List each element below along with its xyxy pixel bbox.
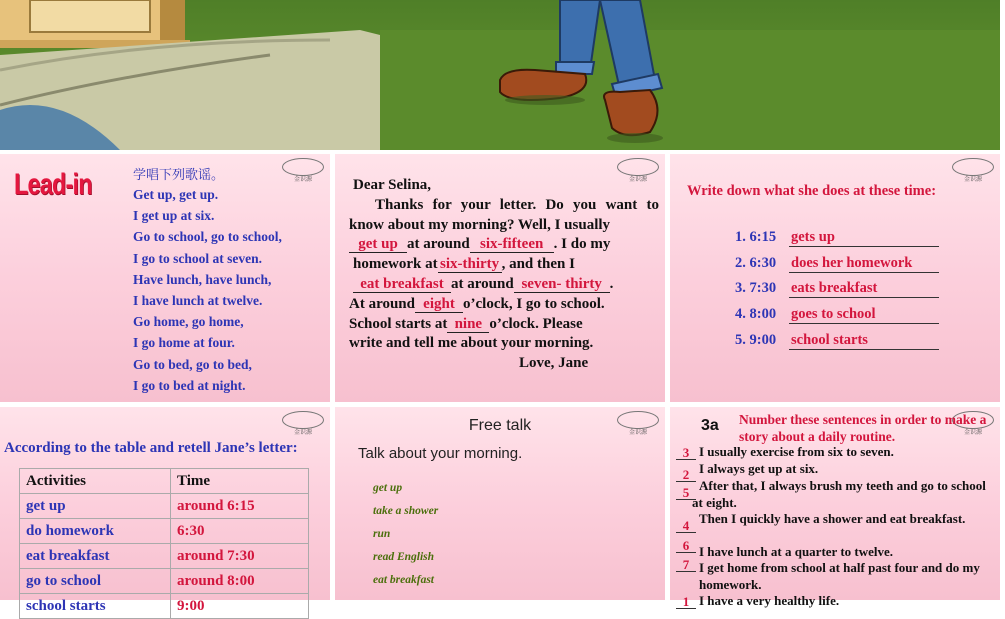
logo: 金识源: [282, 158, 324, 184]
slide-write-down: [670, 154, 1000, 402]
letter-line: At around eight o’clock, I go to school.: [349, 295, 605, 312]
slide-retell: [0, 407, 330, 614]
answer-row: 3. 7:30 eats breakfast: [735, 280, 939, 298]
exercise-label: 3a: [701, 417, 719, 434]
song-line: Go to school, go to school,: [133, 229, 282, 245]
lead-in-heading: Lead-in: [14, 168, 92, 201]
letter-line: Thanks for your letter. Do you want to know about my morning? Well, I usually: [349, 196, 659, 233]
song-line: Get up, get up.: [133, 187, 219, 202]
answer-blank: gets up: [789, 229, 939, 247]
answer-blank: eat breakfast: [353, 277, 451, 293]
table-row: [20, 569, 309, 594]
answer-blank: does her homework: [789, 255, 939, 273]
retell-title: According to the table and retell Jane’s letter:: [4, 440, 298, 456]
phrase-item: get up: [373, 482, 403, 494]
order-number: 2: [676, 469, 696, 482]
answer-blank: school starts: [789, 332, 939, 350]
sentence: I have a very healthy life.: [699, 593, 840, 608]
letter-closing: Love, Jane: [519, 355, 589, 372]
answer-blank: six-fifteen: [470, 237, 554, 253]
logo: 金识源: [617, 411, 659, 437]
order-number: 7: [676, 559, 696, 572]
time-cell: around 7:30: [171, 544, 309, 569]
activity-cell: eat breakfast: [20, 544, 171, 569]
song-line: Go to bed, go to bed,: [133, 356, 252, 372]
song-line: I go home at four.: [133, 335, 235, 351]
table-row: [20, 519, 309, 544]
answer-row: 5. 9:00 school starts: [735, 332, 939, 350]
order-number: 3: [676, 447, 696, 460]
logo: 金识源: [617, 158, 659, 184]
table-row: [20, 494, 309, 519]
cartoon-scene: [0, 0, 1000, 150]
letter-line: School starts at nine o’clock. Please: [349, 315, 583, 332]
logo: 金识源: [952, 158, 994, 184]
table-header: Time: [171, 469, 309, 494]
answer-blank: eight: [415, 297, 463, 313]
answer-row: 2. 6:30 does her homework: [735, 255, 939, 273]
letter-line: get up at around six-fifteen . I do my: [349, 235, 659, 255]
activity-cell: go to school: [20, 569, 171, 594]
table-header: Activities: [20, 469, 171, 494]
answer-blank: goes to school: [789, 306, 939, 324]
sentence: I get home from school at half past four and do my homework.: [699, 560, 980, 592]
exercise-title: Write down what she does at these time:: [687, 183, 937, 199]
song-instruction: 学唱下列歌谣。: [133, 168, 225, 183]
logo: 金识源: [282, 411, 324, 437]
right-shoe: [604, 90, 658, 135]
order-number: 5: [676, 487, 696, 500]
song-line: Have lunch, have lunch,: [133, 271, 272, 287]
time-cell: around 6:15: [171, 494, 309, 519]
sentence: Then I quickly have a shower and eat breakfast.: [699, 511, 966, 526]
answer-blank: nine: [447, 317, 489, 333]
table-row: [20, 594, 309, 619]
letter-text: [349, 176, 659, 374]
song-lines: [133, 184, 282, 396]
answer-blank: get up: [349, 237, 407, 253]
order-number: 6: [676, 540, 696, 553]
sentence: I have lunch at a quarter to twelve.: [699, 544, 894, 559]
letter-line: write and tell me about your morning.: [349, 335, 594, 352]
exercise-title: Number these sentences in order to make a story about a daily routine.: [739, 412, 987, 444]
sentence: I usually exercise from six to seven.: [699, 444, 894, 459]
song-line: I get up at six.: [133, 208, 215, 224]
sentence: After that, I always brush my teeth and go to school at eight.: [692, 478, 986, 510]
order-number: 4: [676, 520, 696, 533]
answer-row: 4. 8:00 goes to school: [735, 306, 939, 324]
phrase-item: run: [373, 528, 391, 540]
answer-blank: six-thirty: [438, 257, 502, 273]
time-cell: 6:30: [171, 519, 309, 544]
slide-free-talk: [335, 407, 665, 600]
song-line: I go to school at seven.: [133, 250, 262, 266]
letter-greeting: Dear Selina,: [353, 177, 432, 193]
answer-row: 1. 6:15 gets up: [735, 229, 939, 247]
song-line: I go to bed at night.: [133, 377, 246, 393]
sentence: I always get up at six.: [699, 461, 819, 476]
slide-letter: [335, 154, 665, 402]
letter-line: eat breakfast at around seven- thirty .: [349, 275, 659, 295]
phrase-item: read English: [373, 551, 435, 563]
time-cell: 9:00: [171, 594, 309, 619]
order-number: 1: [676, 596, 696, 609]
table-row: [20, 544, 309, 569]
song-line: Go home, go home,: [133, 314, 244, 330]
activity-cell: school starts: [20, 594, 171, 619]
building-window: [30, 0, 150, 32]
letter-line: homework at six-thirty , and then I: [353, 256, 575, 273]
building-edge: [160, 0, 185, 40]
time-cell: around 8:00: [171, 569, 309, 594]
activity-cell: get up: [20, 494, 171, 519]
activity-table: [19, 468, 309, 619]
table-header-row: [20, 469, 309, 494]
answer-blank: seven- thirty: [514, 277, 610, 293]
slide-3a-ordering: [670, 407, 1000, 609]
hero-illustration: [0, 0, 1000, 150]
activity-cell: do homework: [20, 519, 171, 544]
free-talk-title: Free talk: [468, 417, 532, 434]
answer-blank: eats breakfast: [789, 280, 939, 298]
free-talk-subtitle: Talk about your morning.: [358, 445, 523, 462]
slide-lead-in: [0, 154, 330, 402]
logo: 金识源: [952, 411, 994, 437]
phrase-item: eat breakfast: [373, 574, 435, 586]
song-line: I have lunch at twelve.: [133, 293, 263, 309]
phrase-item: take a shower: [373, 505, 439, 517]
